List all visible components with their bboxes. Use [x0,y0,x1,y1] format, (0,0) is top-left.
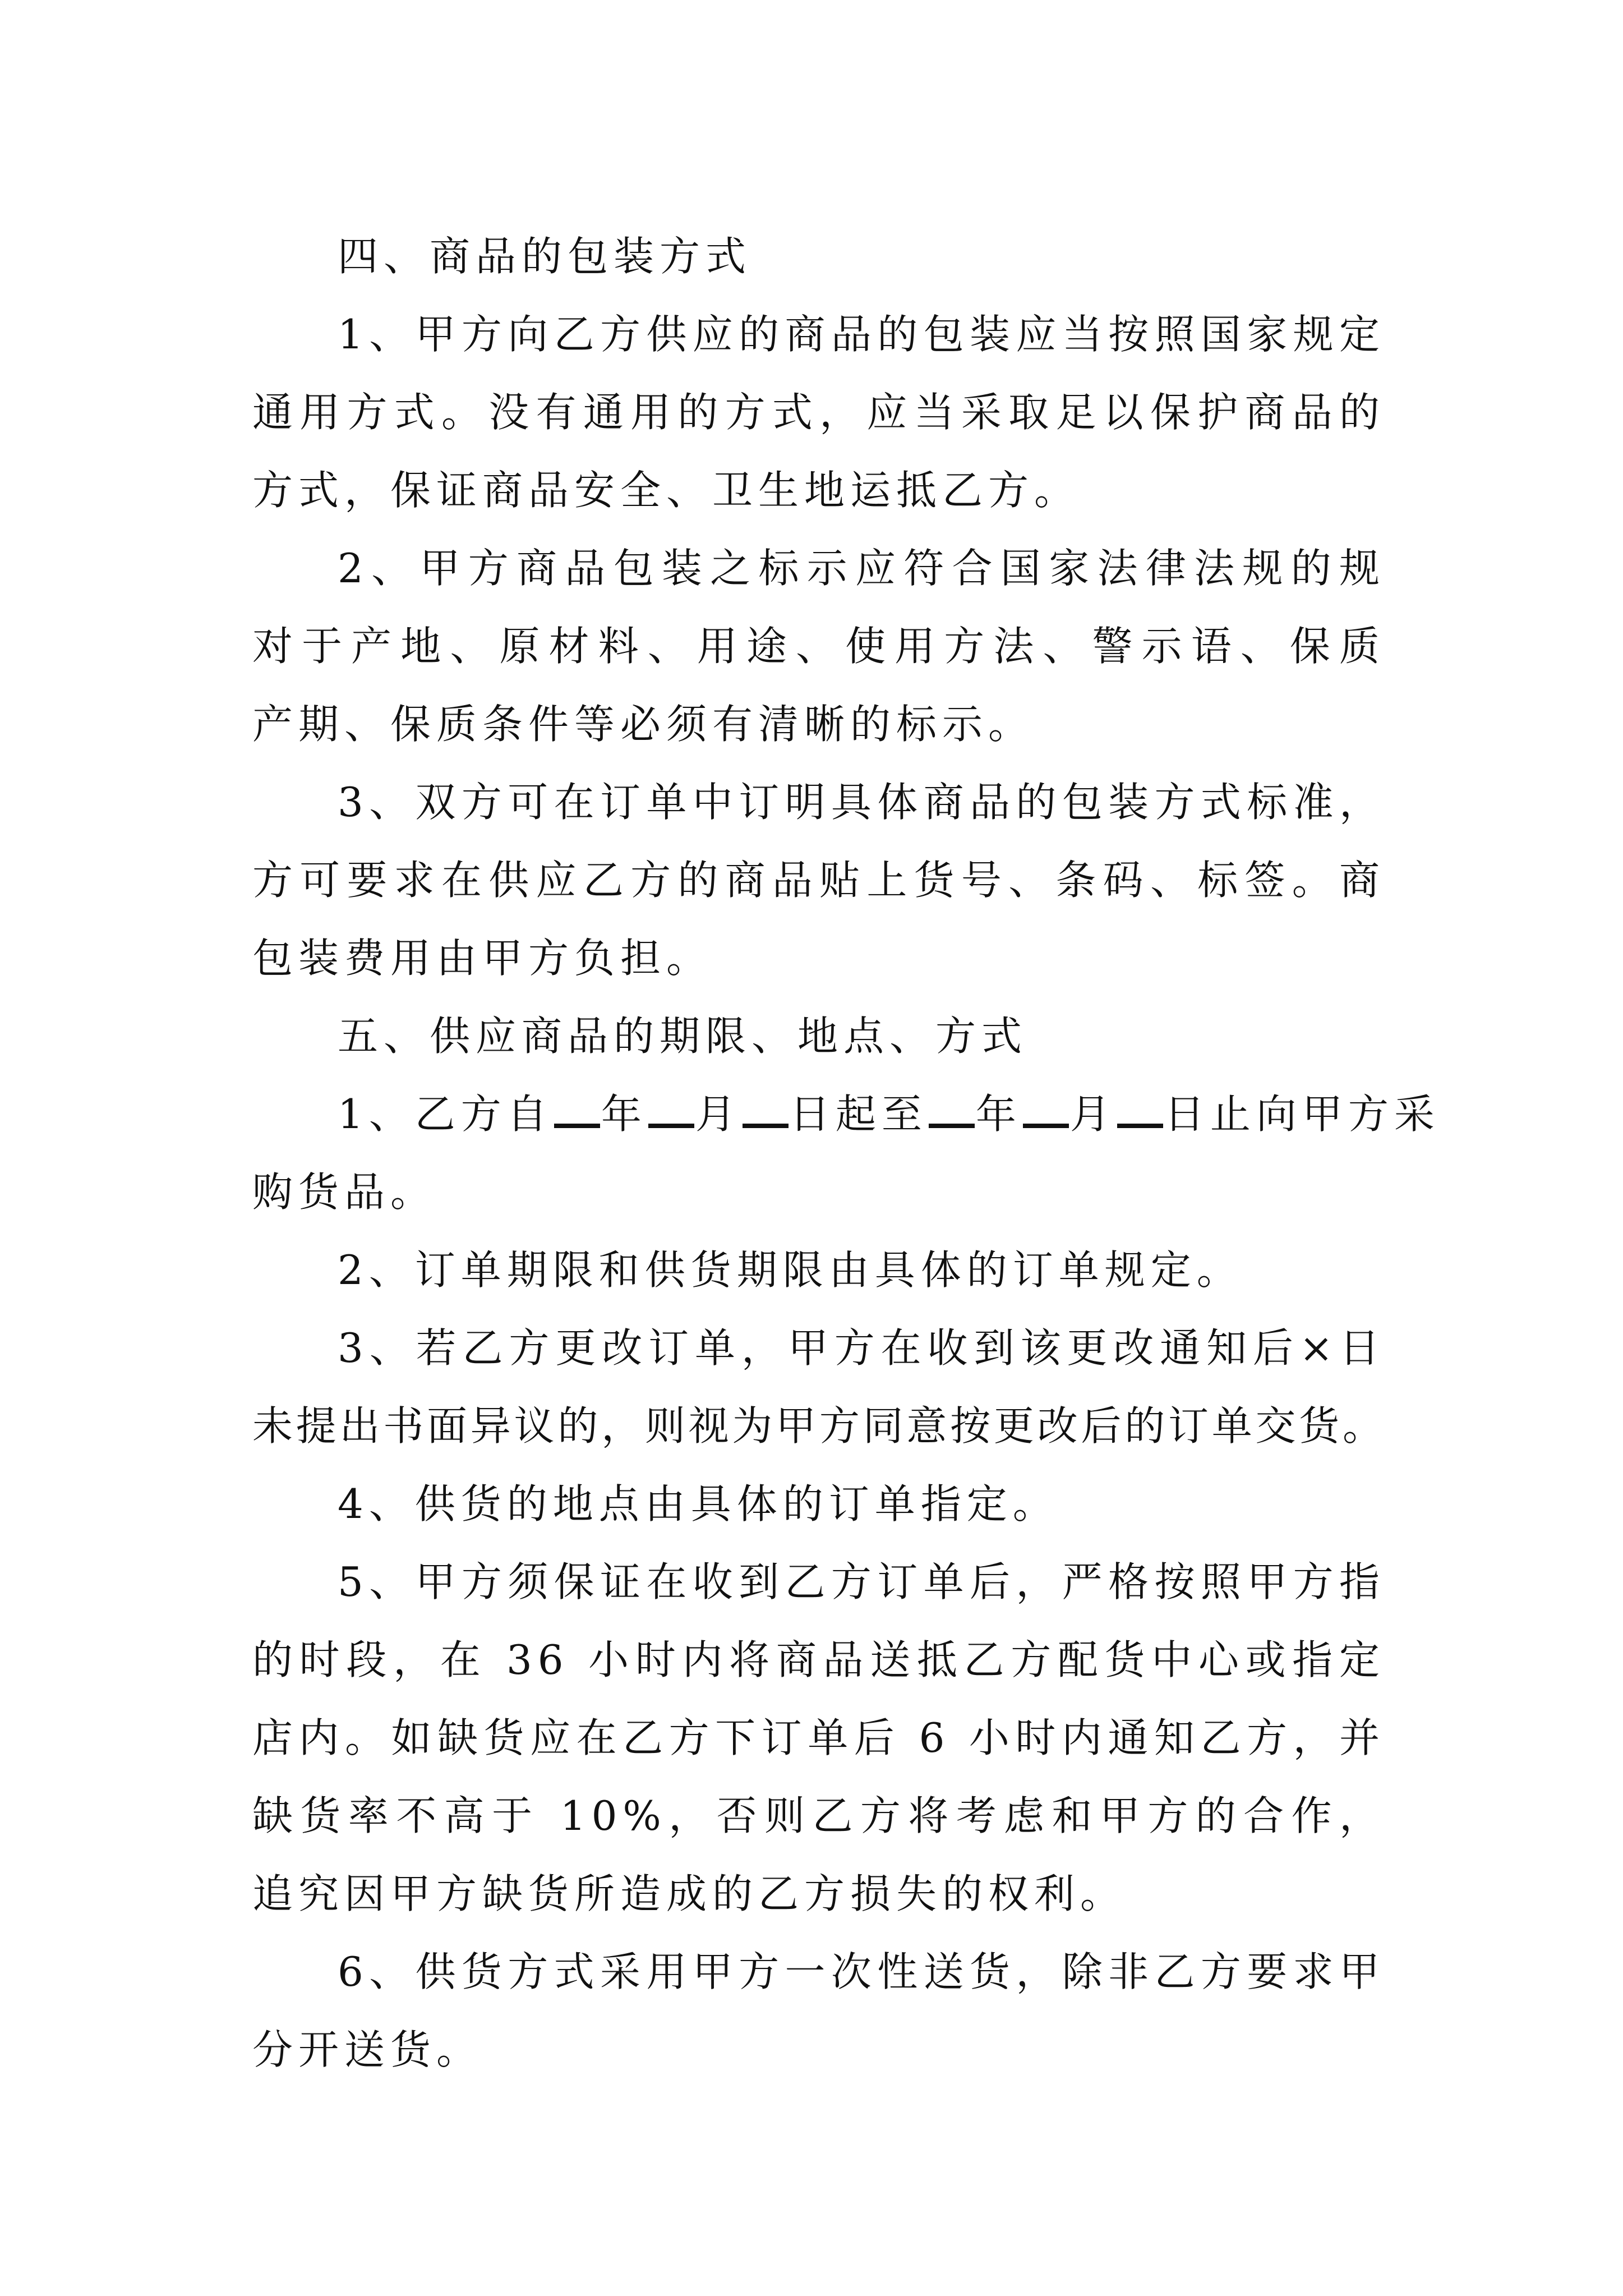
paragraph-line: 方可要求在供应乙方的商品贴上货号、条码、标签。商 [252,857,1385,904]
blank-field-day-end[interactable] [1117,1088,1163,1128]
paragraph-line: 的时段，在 36 小时内将商品送抵乙方配货中心或指定 [252,1636,1385,1683]
paragraph-line: 5、甲方须保证在收到乙方订单后，严格按照甲方指 [338,1558,1385,1605]
paragraph-line: 产期、保质条件等必须有清晰的标示。 [252,701,1035,748]
paragraph-line: 1、甲方向乙方供应的商品的包装应当按照国家规定 [338,311,1385,358]
section-5-paragraph-4: 4、供货的地点由具体的订单指定。 [338,1480,1059,1527]
text-span: 1、乙方自 [338,1091,553,1138]
paragraph-line: 缺货率不高于 10%，否则乙方将考虑和甲方的合作， [252,1792,1385,1839]
paragraph-line: 对于产地、原材料、用途、使用方法、警示语、保质 [252,623,1385,670]
text-span: 日起至 [789,1091,928,1138]
section-5-heading: 五、供应商品的期限、地点、方式 [338,1013,1028,1060]
text-span: 月 [695,1091,741,1138]
section-4-paragraph-1 [252,296,1385,530]
blank-field-year-end[interactable] [929,1088,975,1128]
section-4-paragraph-3 [252,763,1385,997]
paragraph-line: 方式，保证商品安全、卫生地运抵乙方。 [252,467,1081,514]
section-4-paragraph-2 [252,530,1385,763]
blank-field-year-start[interactable] [554,1088,600,1128]
paragraph-line: 店内。如缺货应在乙方下订单后 6 小时内通知乙方，并 [252,1714,1385,1761]
section-5-paragraph-6 [252,1933,1385,2089]
paragraph-line: 包装费用由甲方负担。 [252,935,713,982]
paragraph-line-with-blanks [252,1075,1440,1153]
blank-field-month-start[interactable] [648,1088,694,1128]
paragraph-line: 6、供货方式采用甲方一次性送货，除非乙方要求甲 [338,1948,1385,1995]
paragraph-line: 3、若乙方更改订单，甲方在收到该更改通知后×日 [338,1324,1385,1372]
paragraph-line: 2、甲方商品包装之标示应符合国家法律法规的规 [338,545,1385,592]
blank-field-month-end[interactable] [1023,1088,1069,1128]
blank-field-day-start[interactable] [743,1088,789,1128]
text-span: 日止向甲方采 [1164,1091,1440,1138]
text-span: 年 [601,1091,647,1138]
paragraph-line: 通用方式。没有通用的方式，应当采取足以保护商品的 [252,389,1385,436]
section-4-heading: 四、商品的包装方式 [338,233,752,280]
text-span: 年 [975,1091,1022,1138]
paragraph-line: 追究因甲方缺货所造成的乙方损失的权利。 [252,1870,1127,1917]
paragraph-line: 3、双方可在订单中订明具体商品的包装方式标准， [338,779,1385,826]
paragraph-line: 未提出书面异议的，则视为甲方同意按更改后的订单交货。 [252,1402,1385,1450]
paragraph-line: 分开送货。 [252,2026,483,2073]
section-5-paragraph-3 [252,1309,1385,1465]
section-5-paragraph-2: 2、订单期限和供货期限由具体的订单规定。 [338,1246,1243,1294]
document-body [252,218,1440,2089]
section-5-paragraph-5 [252,1543,1385,1933]
section-5-paragraph-1 [252,1075,1440,1231]
paragraph-line: 购货品。 [252,1168,437,1216]
text-span: 月 [1069,1091,1116,1138]
